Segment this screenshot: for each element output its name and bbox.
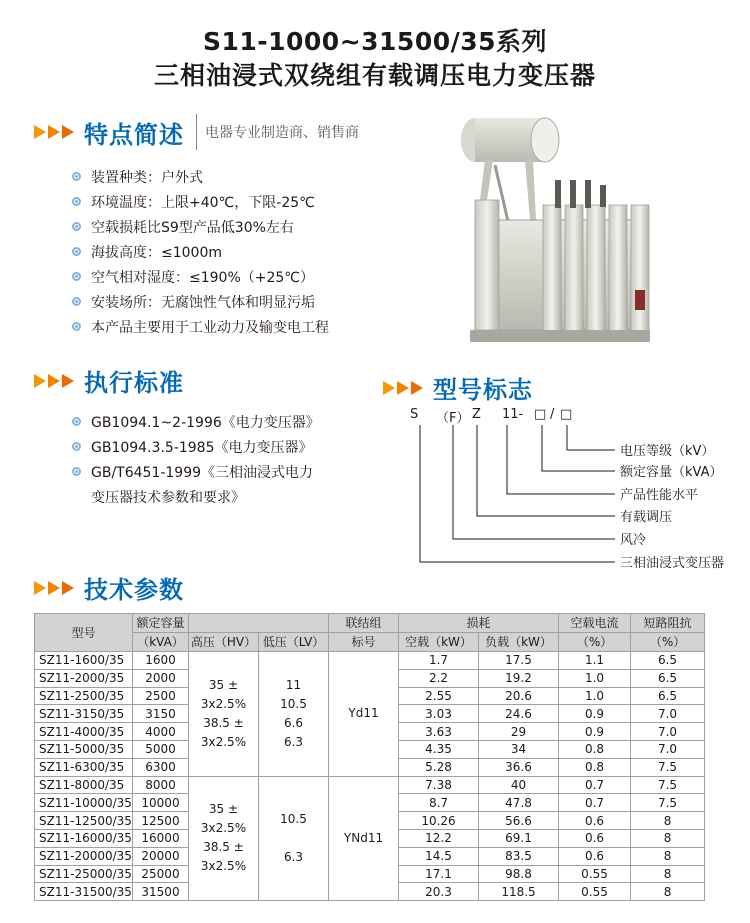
cell-model: SZ11-12500/35 [35,812,133,830]
cell-capacity: 4000 [133,723,189,741]
cell-load: 17.5 [479,652,559,670]
cell-impedance: 8 [631,847,705,865]
cell-connection: YNd11 [329,776,399,901]
group-lv-line: 11 [285,677,302,692]
cell-model: SZ11-1600/35 [35,652,133,670]
list-item: GB1094.1~2-1996《电力变压器》 [72,414,320,439]
cell-model: SZ11-2500/35 [35,687,133,705]
bullet-icon [72,442,81,451]
cell-noload: 3.03 [399,705,479,723]
cell-noload: 20.3 [399,883,479,901]
group-lv-line: 10.5 [280,696,307,711]
features-subheading: 电器专业制造商、销售商 [205,125,359,141]
cell-model: SZ11-4000/35 [35,723,133,741]
cell-impedance: 8 [631,865,705,883]
cell-current: 1.1 [559,652,631,670]
cell-capacity: 31500 [133,883,189,901]
cell-current: 0.55 [559,883,631,901]
list-item: 环境温度：上限+40℃，下限-25℃ [72,194,329,219]
model-code-label: 额定容量（kVA） [620,465,723,480]
cell-model: SZ11-25000/35 [35,865,133,883]
cell-connection: Yd11 [329,652,399,777]
transformer-image [455,110,670,360]
cell-current: 0.6 [559,829,631,847]
cell-noload: 4.35 [399,740,479,758]
features-section-header [34,114,359,150]
group-hv-line: 3x2.5% [200,821,247,836]
group-hv-line: 38.5 ± [203,715,244,730]
header-noload-current-unit: （%） [559,633,631,652]
cell-noload: 2.55 [399,687,479,705]
params-section-header [34,570,184,605]
page-title-line1: S11-1000~31500/35系列 [202,27,548,56]
header-model: 型号 [35,614,133,652]
cell-model: SZ11-20000/35 [35,847,133,865]
cell-model: SZ11-2000/35 [35,669,133,687]
cell-group-hv [189,652,259,777]
list-item: GB1094.3.5-1985《电力变压器》 [72,439,320,464]
cell-capacity: 1600 [133,652,189,670]
bullet-icon [72,197,81,206]
cell-impedance: 7.5 [631,776,705,794]
cell-noload: 12.2 [399,829,479,847]
cell-noload: 2.2 [399,669,479,687]
standards-heading: 执行标准 [84,369,184,397]
header-connection-2: 标号 [329,633,399,652]
bullet-icon [72,222,81,231]
table-row [35,652,705,670]
arrows-icon [383,381,425,395]
header-load-loss: 负载（kW） [479,633,559,652]
cell-load: 56.6 [479,812,559,830]
cell-current: 0.8 [559,758,631,776]
divider [196,114,197,150]
page-title-line2: 三相油浸式双绕组有载调压电力变压器 [153,61,596,90]
cell-capacity: 10000 [133,794,189,812]
cell-load: 36.6 [479,758,559,776]
list-item: 本产品主要用于工业动力及输变电工程 [72,319,329,344]
cell-noload: 5.28 [399,758,479,776]
cell-impedance: 8 [631,829,705,847]
cell-capacity: 2500 [133,687,189,705]
group-hv-line: 3x2.5% [200,696,247,711]
cell-impedance: 8 [631,883,705,901]
cell-impedance: 7.5 [631,794,705,812]
cell-current: 0.7 [559,794,631,812]
bullet-icon [72,417,81,426]
standards-section-header [34,363,184,398]
cell-current: 0.6 [559,812,631,830]
bullet-icon [72,272,81,281]
cell-group-lv [259,776,329,901]
header-impedance: 短路阻抗 [631,614,705,633]
cell-current: 0.9 [559,705,631,723]
header-connection: 联结组 [329,614,399,633]
header-capacity-unit: （kVA） [133,633,189,652]
arrows-icon [34,581,76,595]
params-heading: 技术参数 [84,576,184,604]
cell-load: 69.1 [479,829,559,847]
list-item: GB/T6451-1999《三相油浸式电力 [72,464,320,489]
cell-current: 0.55 [559,865,631,883]
cell-load: 24.6 [479,705,559,723]
cell-impedance: 6.5 [631,687,705,705]
cell-model: SZ11-5000/35 [35,740,133,758]
cell-load: 83.5 [479,847,559,865]
list-item: 空载损耗比S9型产品低30%左右 [72,219,329,244]
bullet-icon [72,297,81,306]
bullet-icon [72,322,81,331]
cell-group-hv [189,776,259,901]
cell-noload: 14.5 [399,847,479,865]
features-list [72,169,329,344]
group-hv-line: 3x2.5% [200,734,247,749]
cell-load: 19.2 [479,669,559,687]
cell-group-lv [259,652,329,777]
list-item: 安装场所：无腐蚀性气体和明显污垢 [72,294,329,319]
cell-current: 0.7 [559,776,631,794]
cell-impedance: 6.5 [631,669,705,687]
cell-noload: 8.7 [399,794,479,812]
header-voltage-group [189,614,329,633]
cell-impedance: 8 [631,812,705,830]
model-code-label: 三相油浸式变压器 [620,556,725,571]
model-code-label: 电压等级（kV） [620,444,715,459]
cell-impedance: 7.0 [631,740,705,758]
cell-capacity: 12500 [133,812,189,830]
group-hv-line: 3x2.5% [200,859,247,874]
cell-load: 29 [479,723,559,741]
model-code-label: 有载调压 [620,510,673,525]
cell-noload: 3.63 [399,723,479,741]
cell-load: 34 [479,740,559,758]
cell-current: 0.6 [559,847,631,865]
model-code-label: 风冷 [620,533,647,548]
bullet-icon [72,247,81,256]
group-lv-line: 6.6 [283,715,304,730]
cell-load: 118.5 [479,883,559,901]
bullet-icon [72,172,81,181]
standards-list [72,414,320,514]
cell-noload: 10.26 [399,812,479,830]
header-capacity: 额定容量 [133,614,189,633]
cell-capacity: 25000 [133,865,189,883]
cell-current: 1.0 [559,669,631,687]
cell-model: SZ11-31500/35 [35,883,133,901]
cell-noload: 7.38 [399,776,479,794]
model-code-section-header [383,370,533,405]
params-table [34,613,705,901]
cell-capacity: 2000 [133,669,189,687]
cell-capacity: 20000 [133,847,189,865]
cell-load: 40 [479,776,559,794]
cell-load: 47.8 [479,794,559,812]
group-hv-line: 35 ± [208,677,239,692]
cell-model: SZ11-8000/35 [35,776,133,794]
group-lv-line [259,829,328,848]
cell-capacity: 16000 [133,829,189,847]
list-item: 空气相对湿度：≤190%（+25℃） [72,269,329,294]
cell-model: SZ11-6300/35 [35,758,133,776]
group-lv-line: 6.3 [283,849,304,864]
cell-noload: 17.1 [399,865,479,883]
header-hv: 高压（HV） [189,633,259,652]
cell-impedance: 6.5 [631,652,705,670]
cell-model: SZ11-16000/35 [35,829,133,847]
cell-load: 98.8 [479,865,559,883]
arrows-icon [34,125,76,139]
cell-impedance: 7.0 [631,705,705,723]
table-row [35,776,705,794]
header-noload-loss: 空载（kW） [399,633,479,652]
cell-impedance: 7.0 [631,723,705,741]
cell-model: SZ11-3150/35 [35,705,133,723]
cell-capacity: 8000 [133,776,189,794]
cell-capacity: 5000 [133,740,189,758]
group-lv-line: 6.3 [283,734,304,749]
header-impedance-unit: （%） [631,633,705,652]
cell-capacity: 3150 [133,705,189,723]
cell-current: 0.9 [559,723,631,741]
cell-current: 0.8 [559,740,631,758]
list-item: 海拔高度：≤1000m [72,244,329,269]
model-code-heading: 型号标志 [433,376,533,404]
cell-impedance: 7.5 [631,758,705,776]
cell-load: 20.6 [479,687,559,705]
list-item: 装置种类：户外式 [72,169,329,194]
list-item: 变压器技术参数和要求》 [91,490,245,506]
features-heading: 特点简述 [84,120,184,149]
group-lv-line: 10.5 [280,811,307,826]
header-noload-current: 空载电流 [559,614,631,633]
bullet-icon [72,467,81,476]
group-hv-line: 35 ± [208,802,239,817]
model-code-connector-lines [405,420,620,570]
cell-capacity: 6300 [133,758,189,776]
model-code-label: 产品性能水平 [620,488,699,503]
cell-noload: 1.7 [399,652,479,670]
group-hv-line: 38.5 ± [203,840,244,855]
header-lv: 低压（LV） [259,633,329,652]
header-loss: 损耗 [399,614,559,633]
cell-current: 1.0 [559,687,631,705]
cell-model: SZ11-10000/35 [35,794,133,812]
arrows-icon [34,374,76,388]
